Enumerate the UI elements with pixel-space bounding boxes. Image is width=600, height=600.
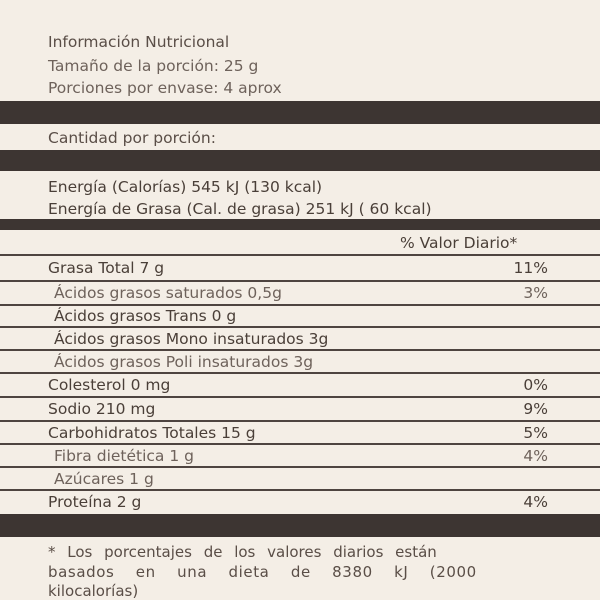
footnote-text: kilocalorías) [48,582,139,600]
row-divider [0,372,600,374]
footnote-text: * Los porcentajes de los valores diarios están [48,543,437,561]
row-divider [0,349,600,351]
energy-fat-calories: Energía de Grasa (Cal. de grasa) 251 kJ ( 60 kcal) [48,200,432,218]
row-divider [0,326,600,328]
nutrient-percent: 9% [523,400,548,418]
nutrient-percent: 4% [523,493,548,511]
nutrient-name: Ácidos grasos Mono insaturados 3g [54,330,329,348]
servings-per-container: Porciones por envase: 4 aprox [48,79,282,97]
footnote-text: basados en una dieta de 8380 kJ (2000 [48,563,477,581]
nutrient-percent: 11% [513,259,548,277]
nutrient-row-sugars [48,469,548,489]
footnote-line-3 [48,582,548,600]
nutrient-row-fiber [48,446,548,466]
nutrient-row-total-fat [48,258,548,278]
medium-divider [0,219,600,230]
row-divider [0,489,600,491]
energy-calories: Energía (Calorías) 545 kJ (130 kcal) [48,178,323,196]
nutrient-percent: 3% [523,284,548,302]
row-divider [0,443,600,445]
row-divider [0,466,600,468]
row-divider [0,420,600,422]
row-divider [0,396,600,398]
nutrient-row-trans-fat [48,306,548,326]
amount-per-serving: Cantidad por porción: [48,129,216,147]
nutrient-name: Ácidos grasos Poli insaturados 3g [54,353,314,371]
thick-divider [0,101,600,124]
nutrient-percent: 4% [523,447,548,465]
nutrient-row-sodium [48,399,548,419]
nutrient-row-carbohydrates [48,423,548,443]
thick-divider [0,514,600,537]
thick-divider [0,150,600,171]
footnote-line-1 [48,543,548,561]
nutrient-row-poly-fat [48,352,548,372]
nutrient-row-protein [48,492,548,512]
nutrient-name: Ácidos grasos saturados 0,5g [54,284,282,302]
nutrient-name: Grasa Total 7 g [48,259,165,277]
nutrient-row-saturated-fat [48,283,548,303]
nutrient-percent: 0% [523,376,548,394]
daily-value-header: % Valor Diario* [400,234,518,252]
nutrient-percent: 5% [523,424,548,442]
nutrient-name: Sodio 210 mg [48,400,156,418]
nutrient-name: Colesterol 0 mg [48,376,171,394]
label-title: Información Nutricional [48,33,230,51]
nutrient-name: Ácidos grasos Trans 0 g [54,307,237,325]
nutrient-name: Proteína 2 g [48,493,142,511]
nutrient-name: Carbohidratos Totales 15 g [48,424,256,442]
nutrient-row-cholesterol [48,375,548,395]
nutrient-row-mono-fat [48,329,548,349]
serving-size: Tamaño de la porción: 25 g [48,57,259,75]
row-divider [0,280,600,282]
footnote-line-2 [48,563,548,581]
nutrient-name: Fibra dietética 1 g [54,447,194,465]
nutrient-name: Azúcares 1 g [54,470,154,488]
row-divider [0,254,600,256]
